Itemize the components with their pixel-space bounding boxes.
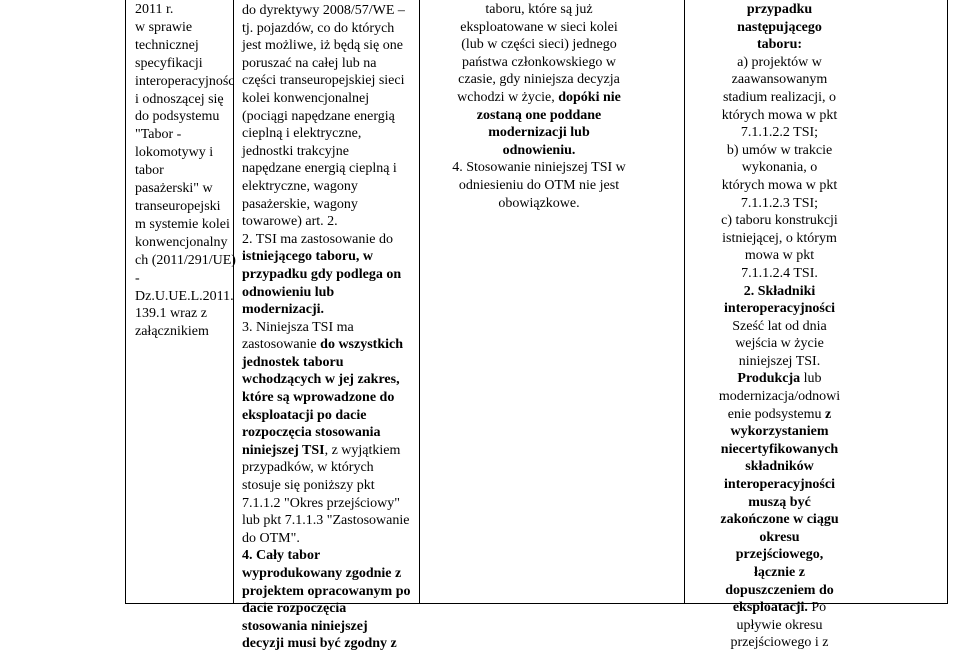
text-segment: a) projektów w — [737, 54, 822, 70]
bold-text-segment: z — [825, 406, 832, 422]
text-segment: b) umów w trakcie — [726, 142, 833, 158]
bold-text-segment: interoperacyjności — [724, 301, 835, 317]
bold-text-segment: wyprodukowany zgodnie z — [242, 566, 402, 581]
text-line — [135, 323, 230, 341]
text-segment: do dyrektywy 2008/57/WE – — [242, 3, 405, 18]
text-segment: wejścia w życie — [735, 336, 824, 352]
text-segment: transeuropejski — [135, 198, 221, 214]
text-line — [697, 142, 862, 160]
text-segment: enie podsystemu — [727, 406, 825, 422]
text-line — [242, 2, 412, 20]
text-line — [242, 196, 412, 214]
text-line — [434, 195, 644, 213]
text-line — [242, 618, 412, 636]
text-segment: 7.1.1.2.3 TSI; — [740, 195, 819, 211]
text-line — [434, 54, 644, 72]
text-line — [242, 477, 412, 495]
table-cell-transition-period — [685, 0, 948, 651]
text-segment: elektryczne, wagony — [242, 178, 358, 194]
text-line — [697, 1, 862, 19]
text-line — [697, 71, 862, 89]
text-line — [697, 353, 862, 371]
text-segment: kolei konwencjonalnej — [242, 90, 370, 106]
text-line — [697, 370, 862, 388]
text-line — [135, 270, 230, 288]
bold-text-segment: modernizacji. — [242, 302, 325, 318]
text-line — [242, 266, 412, 284]
text-segment: części transeuropejskiej sieci — [242, 73, 405, 89]
bold-text-segment: jednostek taboru — [242, 354, 344, 370]
text-line — [434, 1, 644, 19]
text-segment: Sześć lat od dnia — [732, 318, 827, 334]
text-line — [135, 252, 236, 270]
text-segment: eksploatowane w sieci kolei — [460, 19, 618, 35]
text-line — [697, 107, 862, 125]
text-segment: wchodzi w życie, — [457, 89, 559, 105]
bold-text-segment: dopuszczeniem do — [725, 582, 834, 598]
text-segment: 3. Niniejsza TSI ma — [242, 319, 354, 335]
text-segment: państwa członkowskiego w — [462, 54, 616, 70]
text-line — [697, 599, 862, 617]
bold-text-segment: muszą być — [748, 494, 811, 510]
text-line — [697, 19, 862, 37]
text-line — [697, 89, 862, 107]
text-segment: tj. pojazdów, co do których — [242, 20, 395, 36]
text-segment: Dz.U.UE.L.2011. — [135, 288, 234, 304]
text-line — [434, 124, 644, 142]
text-line — [697, 300, 862, 318]
bold-text-segment: Produkcja — [737, 371, 801, 387]
text-line — [135, 288, 234, 306]
text-line — [135, 234, 230, 252]
text-segment: których mowa w pkt — [721, 107, 838, 123]
text-segment: do podsystemu — [135, 109, 220, 125]
text-segment: obowiązkowe. — [498, 195, 580, 211]
text-line — [697, 283, 862, 301]
text-line — [697, 423, 862, 441]
text-line — [697, 617, 862, 635]
text-segment: których mowa w pkt — [721, 177, 838, 193]
text-segment: ch (2011/291/UE) — [135, 252, 236, 268]
text-line — [242, 354, 412, 372]
table-cell-existing-rolling-stock — [420, 0, 685, 604]
text-segment: jest możliwe, iż będą się one — [242, 38, 403, 54]
text-line — [697, 124, 862, 142]
text-line — [697, 458, 862, 476]
text-line — [697, 494, 862, 512]
bold-text-segment: eksploatacji po dacie — [242, 407, 367, 423]
text-segment: 7.1.1.2.2 TSI; — [740, 125, 819, 141]
text-line — [434, 159, 644, 177]
text-line — [434, 89, 644, 107]
text-line — [697, 177, 862, 195]
text-segment: towarowe) art. 2. — [242, 214, 338, 230]
text-line — [135, 198, 230, 216]
document-table — [125, 0, 948, 652]
bold-text-segment: niecertyfikowanych — [720, 441, 839, 457]
text-line — [242, 178, 412, 196]
text-line — [242, 213, 412, 231]
text-segment: upływie okresu — [736, 617, 823, 633]
text-segment: przejściowego i z — [730, 635, 829, 651]
text-segment: pasażerskie, wagony — [242, 196, 358, 212]
bold-text-segment: projektem opracowanym po — [242, 583, 411, 599]
bold-text-segment: zostaną one poddane — [476, 107, 602, 123]
text-segment: lokomotywy i — [135, 145, 214, 161]
text-line — [135, 305, 230, 323]
bold-text-segment: 4. Cały tabor — [242, 548, 321, 564]
text-segment: 2011 r. — [135, 2, 174, 17]
text-line — [135, 108, 230, 126]
text-line — [242, 108, 412, 126]
text-line — [697, 582, 862, 600]
text-segment: zastosowanie — [242, 337, 321, 353]
text-line — [135, 91, 230, 109]
text-line — [697, 212, 862, 230]
text-line — [697, 247, 862, 265]
cell-text — [135, 1, 236, 341]
bold-text-segment: stosowania niniejszej — [242, 618, 368, 634]
bold-text-segment: dopóki nie — [558, 89, 621, 105]
cell-text — [697, 1, 862, 652]
text-line — [434, 142, 644, 160]
bold-text-segment: 2. Składniki — [743, 283, 816, 299]
text-segment: 4. Stosowanie niniejszej TSI w — [452, 160, 626, 176]
text-line — [242, 248, 412, 266]
text-segment: pasażerski" w — [135, 181, 213, 197]
text-line — [135, 1, 230, 19]
bold-text-segment: przejściowego, — [735, 547, 824, 563]
text-segment: 7.1.1.2.4 TSI. — [741, 265, 818, 281]
table-cell-act-reference — [126, 0, 234, 604]
bold-text-segment: które są wprowadzone do — [242, 390, 395, 406]
text-segment: modernizacja/odnowi — [718, 389, 841, 405]
text-segment: , z wyjątkiem — [324, 442, 401, 458]
text-segment: istniejącej, o którym — [722, 230, 837, 246]
text-line — [242, 407, 412, 425]
text-segment: c) taboru konstrukcji — [721, 213, 838, 229]
text-line — [135, 37, 230, 55]
text-segment: cieplną i elektryczne, — [242, 126, 362, 142]
text-segment: "Tabor - — [135, 127, 182, 143]
text-line — [242, 495, 412, 513]
bold-text-segment: przypadku — [746, 2, 813, 17]
text-line — [242, 20, 412, 38]
bold-text-segment: zakończone w ciągu — [720, 512, 839, 528]
text-line — [434, 36, 644, 54]
text-line — [242, 125, 412, 143]
bold-text-segment: łącznie z — [754, 565, 805, 580]
text-line — [434, 107, 644, 125]
text-line — [434, 19, 644, 37]
text-line — [242, 583, 412, 601]
bold-text-segment: okresu — [759, 529, 800, 545]
text-segment: wykonania, o — [741, 160, 818, 176]
text-line — [135, 144, 230, 162]
text-line — [135, 55, 230, 73]
bold-text-segment: następującego — [737, 19, 822, 35]
bold-text-segment: odnowieniu. — [502, 142, 576, 158]
table-cell-scope — [234, 0, 420, 652]
text-line — [242, 512, 412, 530]
bold-text-segment: odnowieniu lub — [242, 284, 335, 300]
text-line — [697, 634, 862, 652]
bold-text-segment: rozpoczęcia stosowania — [242, 425, 381, 441]
text-segment: (pociągi napędzane energią — [242, 108, 395, 124]
bold-text-segment: istniejącego taboru, w — [242, 249, 374, 265]
bold-text-segment: składników — [745, 459, 814, 475]
text-line — [697, 54, 862, 72]
bold-text-segment: modernizacji lub — [488, 125, 590, 141]
bold-text-segment: dacie rozpoczęcia — [242, 601, 347, 617]
text-line — [242, 389, 412, 407]
text-line — [135, 180, 230, 198]
text-line — [242, 635, 412, 653]
bold-text-segment: taboru: — [756, 37, 803, 53]
text-line — [697, 511, 862, 529]
text-segment: taboru, które są już — [485, 2, 593, 17]
text-line — [242, 530, 412, 548]
text-segment: tabor — [135, 163, 164, 179]
text-line — [697, 230, 862, 248]
text-segment: stadium realizacji, o — [722, 89, 837, 105]
text-segment: konwencjonalny — [135, 234, 228, 250]
text-line — [697, 388, 862, 406]
text-segment: technicznej — [135, 37, 199, 53]
text-line — [697, 406, 862, 424]
text-line — [242, 37, 412, 55]
text-segment: lub pkt 7.1.1.3 "Zastosowanie — [242, 513, 410, 529]
text-segment: w sprawie — [135, 19, 193, 35]
text-segment: - — [135, 270, 140, 286]
text-line — [242, 600, 412, 618]
text-segment: załącznikiem — [135, 324, 209, 340]
text-line — [135, 73, 235, 91]
bold-text-segment: przypadku gdy podlega on — [242, 266, 402, 282]
cell-text — [434, 1, 644, 212]
text-segment: odniesieniu do OTM nie jest — [458, 177, 620, 193]
text-segment: poruszać na całej lub na — [242, 55, 377, 71]
text-line — [697, 529, 862, 547]
text-line — [242, 547, 412, 565]
text-line — [135, 216, 230, 234]
text-segment: (lub w części sieci) jednego — [461, 37, 617, 53]
text-line — [242, 442, 412, 460]
text-segment: mowa w pkt — [744, 248, 815, 264]
bold-text-segment: wchodzących w jej zakres, — [242, 372, 400, 388]
text-segment: interoperacyjnośc — [135, 73, 235, 89]
text-line — [242, 231, 412, 249]
text-line — [697, 318, 862, 336]
bold-text-segment: niniejszej TSI — [242, 442, 325, 458]
table-row — [126, 0, 948, 604]
text-line — [434, 177, 644, 195]
text-line — [697, 195, 862, 213]
text-line — [697, 265, 862, 283]
text-line — [135, 19, 230, 37]
text-line — [697, 564, 862, 582]
text-line — [697, 546, 862, 564]
bold-text-segment: wykorzystaniem — [730, 424, 829, 440]
text-line — [242, 143, 412, 161]
text-line — [242, 336, 412, 354]
bold-text-segment: do wszystkich — [320, 337, 404, 353]
text-segment: m systemie kolei — [135, 216, 230, 232]
text-segment: specyfikacji — [135, 55, 203, 71]
text-segment: 2. TSI ma zastosowanie do — [242, 231, 393, 247]
text-segment: jednostki trakcyjne — [242, 143, 349, 159]
text-line — [242, 565, 412, 583]
text-line — [242, 459, 412, 477]
text-line — [242, 284, 412, 302]
text-line — [242, 90, 412, 108]
text-segment: stosuje się poniższy pkt — [242, 478, 375, 494]
text-line — [697, 476, 862, 494]
bold-text-segment: decyzji musi być zgodny z — [242, 636, 397, 652]
text-line — [135, 126, 230, 144]
cell-text — [242, 2, 412, 653]
text-segment: zaawansowanym — [731, 72, 828, 88]
text-line — [697, 441, 862, 459]
bold-text-segment: interoperacyjności — [724, 477, 835, 493]
text-segment: 139.1 wraz z — [135, 306, 207, 322]
text-line — [697, 335, 862, 353]
text-segment: 7.1.1.2 "Okres przejściowy" — [242, 495, 401, 511]
text-line — [697, 159, 862, 177]
text-segment: i odnoszącej się — [135, 91, 224, 107]
text-segment: do OTM". — [242, 530, 300, 546]
text-line — [242, 424, 412, 442]
text-segment: przypadków, w których — [242, 460, 374, 476]
text-segment: lub — [800, 371, 822, 387]
text-line — [242, 72, 412, 90]
text-segment: Po — [807, 600, 827, 616]
text-line — [434, 71, 644, 89]
text-segment: czasie, gdy niniejsza decyzja — [458, 72, 620, 88]
text-line — [697, 36, 862, 54]
text-line — [242, 55, 412, 73]
text-line — [242, 301, 412, 319]
text-line — [242, 319, 412, 337]
bold-text-segment: eksploatacji. — [732, 600, 808, 616]
text-line — [135, 162, 230, 180]
text-segment: niniejszej TSI. — [738, 353, 821, 369]
text-segment: napędzane energią cieplną i — [242, 161, 397, 177]
text-line — [242, 371, 412, 389]
text-line — [242, 160, 412, 178]
